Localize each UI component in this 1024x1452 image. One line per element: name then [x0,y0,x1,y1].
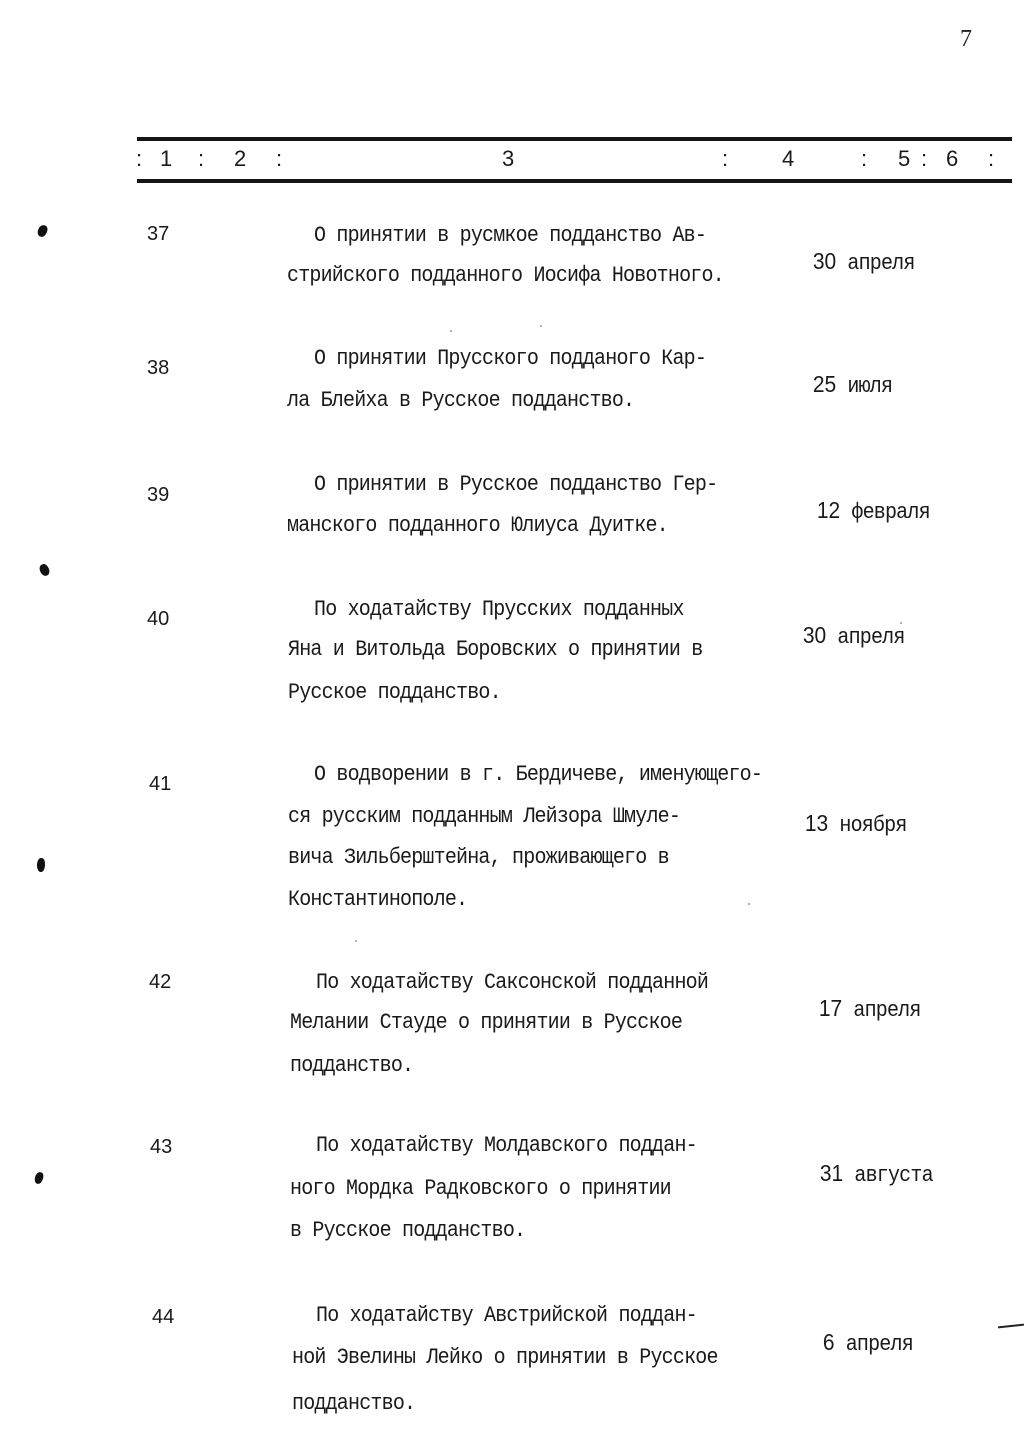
column-separator: : [921,146,928,171]
entry-description-line: ся русским подданным Лейзора Шмуле- [288,804,681,830]
scan-speck [900,622,902,624]
edge-mark [998,1324,1024,1329]
entry-date [775,1135,933,1215]
entry-description-line: Мелании Стауде о принятии в Русское [290,1010,683,1036]
binding-hole-mark [36,224,49,238]
entry-date-day: 25 [812,371,837,398]
entry-date [772,472,930,552]
entry-description-line: манского подданного Юлиуса Дуитке. [287,513,668,539]
entry-date-day: 30 [802,622,827,649]
page-number: 7 [960,26,972,52]
entry-date [758,597,905,677]
entry-description-line: подданство. [292,1391,416,1417]
entry-number: 42 [149,971,172,993]
entry-description-line: Яна и Витольда Боровских о принятии в [288,637,703,663]
entry-date-month: апреля [845,1332,913,1358]
scan-speck [748,903,750,905]
header-bottom-rule [137,179,1012,183]
entry-date-month: апреля [847,251,915,277]
entry-date-day: 17 [818,995,843,1022]
entry-description-line: О принятии в русмкое подданство Ав- [314,223,707,249]
entry-description-line: По ходатайству Прусских подданных [314,597,684,623]
entry-description-line: Константинополе. [288,887,468,913]
entry-number: 43 [150,1136,173,1158]
entry-number: 37 [147,223,170,245]
entry-description-line: стрийского подданного Иосифа Новотного. [287,263,724,289]
entry-date-day: 13 [804,810,829,837]
entry-date [778,1304,913,1384]
column-header-2: 2 [234,146,247,171]
entry-number: 39 [147,484,170,506]
entry-date [768,346,892,426]
entry-date-day: 30 [812,248,837,275]
entry-date-month: августа [854,1163,933,1189]
entry-date [774,970,921,1050]
entry-description-line: подданство. [290,1053,414,1079]
column-separator: : [988,146,995,171]
scan-speck [540,325,542,327]
column-separator: : [136,146,143,171]
scan-speck [450,330,452,332]
entry-number: 38 [147,357,170,379]
entry-date-month: ноября [839,813,907,839]
entry-date-month: февраля [851,500,930,526]
entry-number: 40 [147,608,170,630]
scan-speck [355,940,357,942]
column-header-6: 6 [946,146,959,171]
entry-date-day: 6 [822,1329,835,1356]
entry-description-line: По ходатайству Австрийской поддан- [316,1303,697,1329]
entry-description-line: в Русское подданство. [290,1218,526,1244]
column-header-3: 3 [502,146,515,171]
column-separator: : [198,146,205,171]
column-header-row [130,146,1010,176]
entry-description-line: Русское подданство. [288,680,501,706]
entry-date-month: апреля [853,998,921,1024]
entry-description-line: По ходатайству Молдавского поддан- [316,1133,697,1159]
column-separator: : [276,146,283,171]
entry-date [760,785,907,865]
column-header-4: 4 [782,146,795,171]
entry-date-month: апреля [837,625,905,651]
entry-description-line: вича Зильберштейна, проживающего в [288,845,669,871]
entry-date-month: июля [847,374,893,400]
column-separator: : [861,146,868,171]
binding-hole-mark [38,563,52,578]
column-header-5: 5 [898,146,911,171]
entry-date-day: 31 [819,1160,844,1187]
entry-description-line: ной Эвелины Лейко о принятии в Русское [292,1345,718,1371]
entry-description-line: ла Блейха в Русское подданство. [287,388,635,414]
entry-description-line: О принятии в Русское подданство Гер- [314,472,718,498]
header-top-rule [137,137,1012,141]
entry-description-line: По ходатайству Саксонской подданной [316,970,709,996]
entry-date-day: 12 [816,497,841,524]
entry-number: 44 [152,1306,175,1328]
entry-date [768,223,915,303]
binding-hole-mark [37,858,45,872]
entry-number: 41 [149,773,172,795]
entry-description-line: О водворении в г. Бердичеве, именующего- [314,762,763,788]
column-separator: : [722,146,729,171]
entry-description-line: ного Мордка Радковского о принятии [290,1176,671,1202]
binding-hole-mark [34,1171,45,1185]
column-header-1: 1 [160,146,173,171]
entry-description-line: О принятии Прусского подданого Кар- [314,346,707,372]
